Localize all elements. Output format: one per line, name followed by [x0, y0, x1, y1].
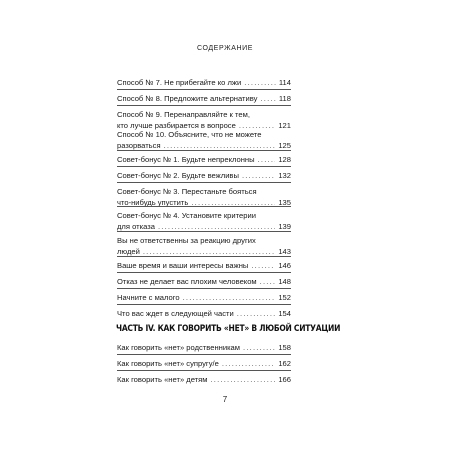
toc-entry: [117, 261, 291, 272]
toc-entry-title: Начните с малого: [117, 293, 180, 302]
toc-entry: [117, 375, 291, 386]
separator-line: [117, 304, 291, 305]
toc-entry: [117, 309, 291, 320]
toc-entry-title: Совет-бонус № 1. Будьте непреклонны: [117, 155, 255, 164]
toc-entry: [117, 155, 291, 166]
dot-leader: [243, 343, 275, 354]
toc-entry-page: 128: [278, 155, 291, 164]
toc-entry-page: 152: [278, 293, 291, 302]
dot-leader: [242, 171, 275, 182]
toc-entry-page: 135: [278, 197, 291, 207]
toc-entry-title: Вы не ответственны за реакцию других: [117, 236, 256, 245]
toc-entry-title: Способ № 7. Не прибегайте ко лжи: [117, 78, 242, 87]
page-number: 7: [222, 395, 228, 404]
dot-leader: [237, 309, 276, 320]
toc-entry-page: 118: [278, 94, 291, 103]
toc-entry-title: Как говорить «нет» супругу/е: [117, 359, 219, 368]
toc-entry-page: 143: [278, 246, 291, 256]
toc-entry: [117, 343, 291, 354]
toc-entry-page: 139: [278, 221, 291, 231]
separator-line: [117, 206, 291, 207]
dot-leader: [183, 293, 276, 304]
dot-leader: [260, 277, 276, 288]
running-header: СОДЕРЖАНИЕ: [196, 45, 254, 52]
toc-entry-page: 125: [278, 140, 291, 150]
toc-entry-page: 132: [278, 171, 291, 180]
toc-entry: [117, 110, 291, 131]
dot-leader: [244, 78, 276, 89]
dot-leader: [211, 375, 276, 386]
toc-entry-page: 114: [278, 78, 291, 87]
toc-entry-title: Отказ не делает вас плохим человеком: [117, 277, 257, 286]
part-heading: ЧАСТЬ IV. КАК ГОВОРИТЬ «НЕТ» В ЛЮБОЙ СИТУАЦИИ: [116, 323, 341, 334]
toc-entry-page: 158: [278, 343, 291, 352]
toc-entry-title: Способ № 10. Объясните, что не можете: [117, 130, 262, 139]
toc-entry-title: Способ № 8. Предложите альтернативу: [117, 94, 258, 103]
separator-line: [117, 182, 291, 183]
toc-entry: [117, 277, 291, 288]
toc-entry-title: что-нибудь упустить: [117, 197, 189, 207]
separator-line: [117, 272, 291, 273]
toc-entry-title: Совет-бонус № 4. Установите критерии: [117, 211, 256, 220]
toc-entry-page: 154: [278, 309, 291, 318]
toc-entry-title: Совет-бонус № 3. Перестаньте бояться: [117, 187, 257, 196]
toc-entry-title: людей: [117, 246, 140, 256]
separator-line: [117, 89, 291, 90]
toc-entry: [117, 187, 291, 208]
toc-entry-title: разорваться: [117, 140, 161, 150]
separator-line: [117, 231, 291, 232]
toc-entry-page: 162: [278, 359, 291, 368]
toc-entry-page: 148: [278, 277, 291, 286]
toc-entry-page: 121: [278, 120, 291, 130]
separator-line: [117, 288, 291, 289]
toc-entry-page: 166: [278, 375, 291, 384]
separator-line: [117, 256, 291, 257]
dot-leader: [258, 155, 276, 166]
toc-entry: [117, 211, 291, 232]
toc-entry: [117, 130, 291, 151]
separator-line: [117, 354, 291, 355]
toc-entry-title: Ваше время и ваши интересы важны: [117, 261, 249, 270]
dot-leader: [251, 261, 275, 272]
toc-entry: [117, 359, 291, 370]
toc-entry-title: Как говорить «нет» детям: [117, 375, 208, 384]
toc-entry-title: для отказа: [117, 221, 155, 231]
toc-entry-page: 146: [278, 261, 291, 270]
toc-entry: [117, 171, 291, 182]
toc-entry: [117, 78, 291, 89]
dot-leader: [222, 359, 276, 370]
toc-entry-title: кто лучше разбирается в вопросе: [117, 120, 236, 130]
separator-line: [117, 105, 291, 106]
separator-line: [117, 166, 291, 167]
toc-entry: [117, 293, 291, 304]
separator-line: [117, 370, 291, 371]
toc-entry-title: Способ № 9. Перенаправляйте к тем,: [117, 110, 250, 119]
toc-entry-title: Как говорить «нет» родственникам: [117, 343, 241, 352]
toc-entry: [117, 94, 291, 105]
separator-line: [117, 150, 291, 151]
dot-leader: [260, 94, 275, 105]
toc-entry: [117, 236, 291, 257]
toc-entry-title: Совет-бонус № 2. Будьте вежливы: [117, 171, 239, 180]
toc-entry-title: Что вас ждет в следующей части: [117, 309, 234, 318]
